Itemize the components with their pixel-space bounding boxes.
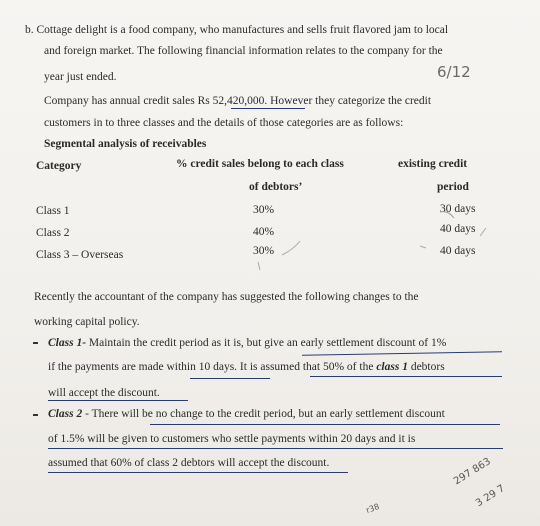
intro-line-3: year just ended. — [44, 71, 117, 83]
row-2-percent: 40% — [253, 226, 275, 238]
row-1-category: Class 1 — [36, 205, 70, 217]
col-header-percent-2: of debtors’ — [249, 181, 303, 193]
class-2-line-2: of 1.5% will be given to customers who settle payments within 20 days and it is — [48, 433, 416, 445]
handwritten-note-3: r38 — [364, 501, 381, 516]
class-1-line-3: will accept the discount. — [48, 387, 160, 399]
col-header-period-2: period — [437, 181, 469, 193]
intro-line-5: customers in to three classes and the details of those categories are as follows: — [44, 117, 404, 129]
row-2-category: Class 2 — [36, 227, 70, 239]
score-mark: 6/12 — [437, 63, 471, 81]
class-2-line-3: assumed that 60% of class 2 debtors will accept the discount. — [48, 457, 330, 469]
handwritten-note-2: 3 29 7 — [474, 483, 507, 510]
row-1-period: 30 days — [440, 203, 476, 215]
intro-line-4: Company has annual credit sales Rs 52,420,000. However they categorize the credit — [44, 95, 432, 107]
row-3-percent: 30% — [253, 245, 275, 257]
intro-line-2: and foreign market. The following financial information relates to the company for the — [44, 45, 443, 57]
col-header-period: existing credit — [398, 158, 468, 170]
intro-line-1: b. Cottage delight is a food company, who manufactures and sells fruit flavored jam to local — [25, 24, 449, 36]
table-heading: Segmental analysis of receivables — [44, 138, 207, 150]
policy-line-1: Recently the accountant of the company has suggested the following changes to the — [34, 291, 419, 303]
col-header-category: Category — [36, 160, 82, 172]
class-2-line-1: Class 2 - There will be no change to the credit period, but an early settlement discount — [48, 408, 445, 420]
class-1-line-2: if the payments are made within 10 days. It is assumed that 50% of the class 1 debtors — [48, 361, 445, 373]
class-2-label: Class 2 — [48, 408, 83, 420]
policy-line-2: working capital policy. — [34, 316, 140, 328]
class-1-label: Class 1- — [48, 337, 87, 349]
col-header-percent: % credit sales belong to each class — [176, 158, 344, 170]
row-3-period: 40 days — [440, 245, 476, 257]
row-1-percent: 30% — [253, 204, 275, 216]
class-1-line-1: Class 1- Maintain the credit period as it is, but give an early settlement discount of 1% — [48, 337, 447, 349]
handwritten-note-1: 297 863 — [452, 456, 493, 488]
row-2-period: 40 days — [440, 223, 476, 235]
row-3-category: Class 3 – Overseas — [36, 249, 124, 261]
